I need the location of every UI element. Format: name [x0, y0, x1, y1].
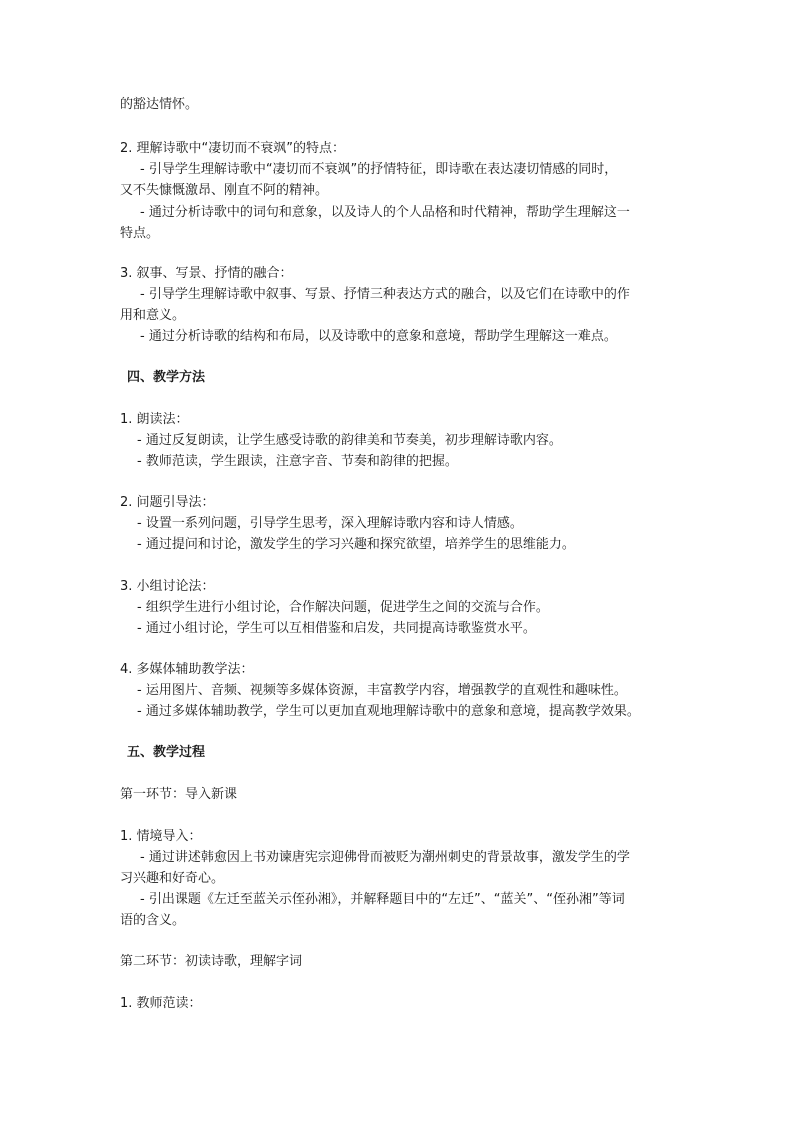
bullet-line: - 通过讲述韩愈因上书劝谏唐宪宗迎佛骨而被贬为潮州刺史的背景故事，激发学生的学 [140, 850, 630, 865]
list-heading: 1. 情境导入： [120, 829, 202, 844]
text-line: 习兴趣和好奇心。 [120, 871, 225, 886]
subsection-heading: 第二环节：初读诗歌，理解字词 [120, 954, 303, 969]
section-heading: 五、教学过程 [127, 745, 206, 760]
bullet-line: - 通过分析诗歌的结构和布局，以及诗歌中的意象和意境，帮助学生理解这一难点。 [140, 329, 617, 344]
bullet-line: - 教师范读，学生跟读，注意字音、节奏和韵律的把握。 [137, 454, 458, 469]
list-heading: 2. 理解诗歌中“凄切而不衰飒”的特点： [120, 141, 346, 156]
list-heading: 1. 朗读法： [120, 412, 189, 427]
text-line: 语的含义。 [120, 913, 186, 928]
bullet-line: - 通过反复朗读，让学生感受诗歌的韵律美和节奏美，初步理解诗歌内容。 [137, 433, 562, 448]
bullet-line: - 通过提问和讨论，激发学生的学习兴趣和探究欲望，培养学生的思维能力。 [137, 537, 575, 552]
bullet-line: - 通过多媒体辅助教学，学生可以更加直观地理解诗歌中的意象和意境，提高教学效果。 [137, 704, 640, 719]
text-line: 的豁达情怀。 [120, 97, 199, 112]
list-heading: 3. 小组讨论法： [120, 579, 215, 594]
bullet-line: - 组织学生进行小组讨论，合作解决问题，促进学生之间的交流与合作。 [137, 600, 549, 615]
subsection-heading: 第一环节：导入新课 [120, 787, 238, 802]
list-heading: 1. 教师范读： [120, 996, 202, 1011]
list-heading: 2. 问题引导法： [120, 495, 215, 510]
list-heading: 4. 多媒体辅助教学法： [120, 662, 254, 677]
list-heading: 3. 叙事、写景、抒情的融合： [120, 266, 293, 281]
bullet-line: - 设置一系列问题，引导学生思考，深入理解诗歌内容和诗人情感。 [137, 516, 523, 531]
bullet-line: - 运用图片、音频、视频等多媒体资源，丰富教学内容，增强教学的直观性和趣味性。 [137, 683, 627, 698]
text-line: 用和意义。 [120, 308, 186, 323]
bullet-line: - 通过小组讨论，学生可以互相借鉴和启发，共同提高诗歌鉴赏水平。 [137, 621, 536, 636]
section-heading: 四、教学方法 [127, 370, 206, 385]
bullet-line: - 引导学生理解诗歌中“凄切而不衰飒”的抒情特征，即诗歌在表达凄切情感的同时， [140, 162, 618, 177]
bullet-line: - 通过分析诗歌中的词句和意象，以及诗人的个人品格和时代精神，帮助学生理解这一 [140, 205, 630, 220]
bullet-line: - 引出课题《左迁至蓝关示侄孙湘》，并解释题目中的“左迁”、“蓝关”、“侄孙湘”等词 [140, 892, 625, 907]
text-line: 特点。 [120, 226, 160, 241]
bullet-line: - 引导学生理解诗歌中叙事、写景、抒情三种表达方式的融合，以及它们在诗歌中的作 [140, 287, 630, 302]
text-line: 又不失慷慨激昂、刚直不阿的精神。 [120, 183, 329, 198]
